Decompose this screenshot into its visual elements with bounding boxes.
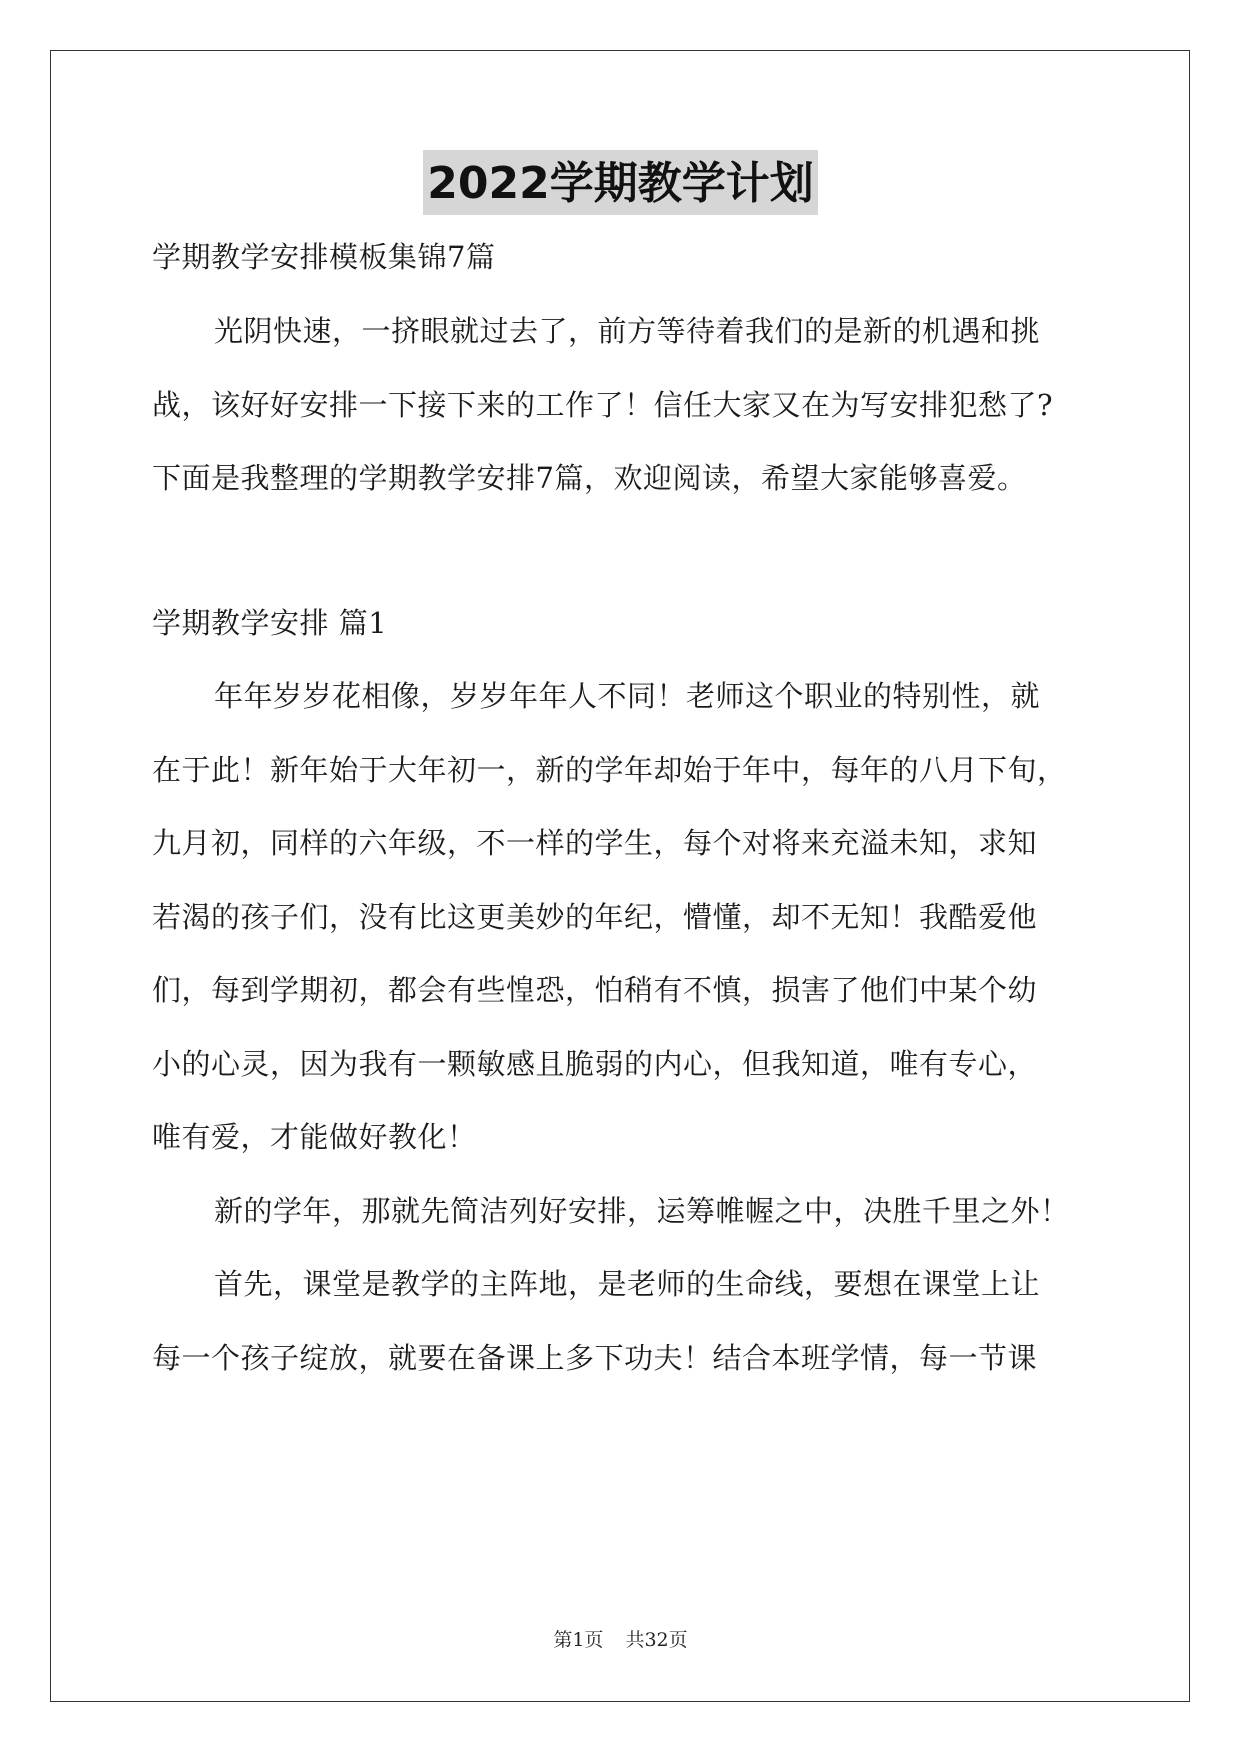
page-border xyxy=(50,50,1190,1702)
page-number: 第1页 xyxy=(553,1629,604,1651)
title-container xyxy=(0,150,1241,215)
intro-line: 下面是我整理的学期教学安排7篇，欢迎阅读，希望大家能够喜爱。 xyxy=(152,461,1027,495)
paragraph-line: 年年岁岁花相像，岁岁年年人不同！老师这个职业的特别性，就 xyxy=(214,679,1041,713)
paragraph-line: 新的学年，那就先简洁列好安排，运筹帷幄之中，决胜千里之外！ xyxy=(214,1194,1070,1228)
paragraph-line: 每一个孩子绽放，就要在备课上多下功夫！结合本班学情，每一节课 xyxy=(152,1341,1038,1375)
paragraph-line: 小的心灵，因为我有一颗敏感且脆弱的内心，但我知道，唯有专心， xyxy=(152,1047,1038,1081)
paragraph-line: 唯有爱，才能做好教化！ xyxy=(152,1120,477,1154)
intro-line: 战，该好好安排一下接下来的工作了！信任大家又在为写安排犯愁了? xyxy=(152,388,1054,422)
page-total: 共32页 xyxy=(625,1629,688,1651)
section-heading: 学期教学安排 篇1 xyxy=(152,606,388,640)
paragraph-line: 九月初，同样的六年级，不一样的学生，每个对将来充溢未知，求知 xyxy=(152,826,1038,860)
paragraph-line: 在于此！新年始于大年初一，新的学年却始于年中，每年的八月下旬， xyxy=(152,753,1067,787)
document-title: 2022学期教学计划 xyxy=(423,150,817,215)
document-subtitle: 学期教学安排模板集锦7篇 xyxy=(152,240,496,274)
intro-line: 光阴快速，一挤眼就过去了，前方等待着我们的是新的机遇和挑 xyxy=(214,314,1041,348)
paragraph-line: 若渴的孩子们，没有比这更美妙的年纪，懵懂，却不无知！我酷爱他 xyxy=(152,900,1038,934)
page-footer xyxy=(0,1625,1241,1652)
paragraph-line: 们，每到学期初，都会有些惶恐，怕稍有不慎，损害了他们中某个幼 xyxy=(152,973,1038,1007)
paragraph-line: 首先，课堂是教学的主阵地，是老师的生命线，要想在课堂上让 xyxy=(214,1267,1041,1301)
